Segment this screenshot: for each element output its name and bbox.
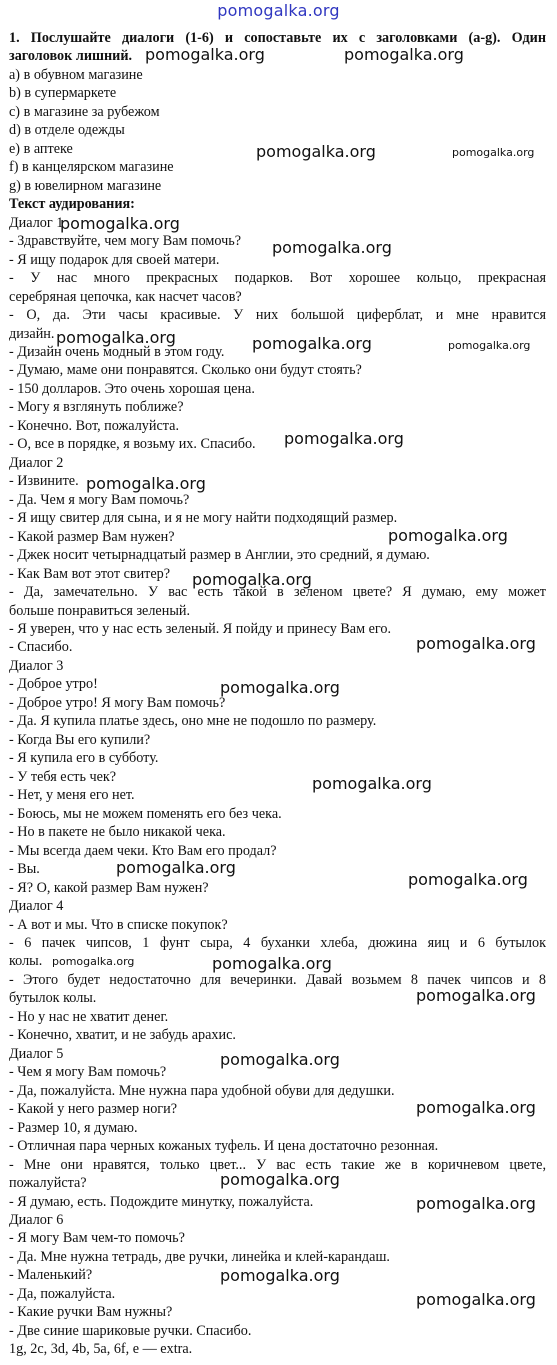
dialogue-line: - Я купила его в субботу.: [9, 750, 159, 767]
watermark: pomogalka.org: [220, 1170, 340, 1189]
option-c: c) в магазине за рубежом: [9, 103, 160, 120]
dialogue-line: - Спасибо.: [9, 639, 73, 656]
option-b: b) в супермаркете: [9, 85, 117, 102]
site-header: pomogalka.org: [217, 1, 340, 20]
dialogue-line: - Но в пакете не было никакой чека.: [9, 824, 226, 841]
dialogue-line: - У тебя есть чек?: [9, 768, 117, 785]
dialogue-line: - Доброе утро! Я могу Вам помочь?: [9, 694, 226, 711]
option-e: e) в аптеке: [9, 140, 73, 157]
watermark: pomogalka.org: [212, 954, 332, 973]
dialogue-line: - Да. Я купила платье здесь, оно мне не подошло по размеру.: [9, 713, 377, 730]
dialogue-line: - Да. Мне нужна тетрадь, две ручки, линейка и клей-карандаш.: [9, 1248, 390, 1265]
dialogue-line: - Какие ручки Вам нужны?: [9, 1304, 173, 1321]
dialogue-line: пожалуйста?: [9, 1175, 87, 1192]
dialogue-line: - О, все в порядке, я возьму их. Спасибо.: [9, 436, 256, 453]
watermark: pomogalka.org: [256, 142, 376, 161]
dialogue-title: Диалог 5: [9, 1045, 64, 1062]
dialogue-line: - Отличная пара черных кожаных туфель. И цена достаточно резонная.: [9, 1138, 439, 1155]
watermark: pomogalka.org: [312, 774, 432, 793]
watermark: pomogalka.org: [416, 1194, 536, 1213]
watermark: pomogalka.org: [416, 1098, 536, 1117]
dialogue-line: - Я думаю, есть. Подождите минутку, пожалуйста.: [9, 1193, 314, 1210]
option-d: d) в отделе одежды: [9, 122, 125, 139]
dialogue-title: Диалог 2: [9, 454, 64, 471]
watermark: pomogalka.org: [86, 474, 206, 493]
dialogue-line: - Конечно, хватит, и не забудь арахис.: [9, 1027, 236, 1044]
dialogue-line: - Могу я взглянуть поближе?: [9, 399, 184, 416]
dialogue-line: - Да, замечательно. У вас есть такой в зеленом цвете? Я думаю, ему может: [9, 584, 546, 601]
dialogue-line: - Какой у него размер ноги?: [9, 1101, 177, 1118]
dialogue-line: - Чем я могу Вам помочь?: [9, 1064, 167, 1081]
dialogue-line: - Я уверен, что у нас есть зеленый. Я пойду и принесу Вам его.: [9, 621, 392, 637]
dialogue-line: - Конечно. Вот, пожалуйста.: [9, 417, 180, 434]
dialogue-line: - Размер 10, я думаю.: [9, 1119, 138, 1136]
watermark: pomogalka.org: [220, 1266, 340, 1285]
option-a: a) в обувном магазине: [9, 66, 143, 83]
option-g: g) в ювелирном магазине: [9, 177, 162, 194]
watermark: pomogalka.org: [388, 526, 508, 545]
watermark: pomogalka.org: [116, 858, 236, 877]
watermark: pomogalka.org: [416, 1290, 536, 1309]
dialogue-line: - Нет, у меня его нет.: [9, 787, 135, 804]
dialogue-line: - Вы.: [9, 861, 40, 878]
watermark: pomogalka.org: [284, 429, 404, 448]
dialogue-line: - Да. Чем я могу Вам помочь?: [9, 491, 190, 508]
dialogue-title: Диалог 3: [9, 657, 64, 674]
watermark: pomogalka.org: [52, 955, 135, 968]
transcript-heading: Текст аудирования:: [9, 196, 135, 213]
dialogue-line: - Доброе утро!: [9, 676, 98, 693]
dialogue-line: - Думаю, маме они понравятся. Сколько они будут стоять?: [9, 362, 362, 379]
task-instruction-line-2: заголовок лишний.: [9, 48, 133, 65]
watermark: pomogalka.org: [408, 870, 528, 889]
dialogue-line: - Да, пожалуйста. Мне нужна пара удобной обуви для дедушки.: [9, 1082, 395, 1099]
dialogue-line: - Мы всегда даем чеки. Кто Вам его продал?: [9, 842, 277, 859]
watermark: pomogalka.org: [272, 238, 392, 257]
dialogue-line: - О, да. Эти часы красивые. У них большой циферблат, и мне нравится: [9, 307, 546, 324]
watermark: pomogalka.org: [56, 328, 176, 347]
watermark: pomogalka.org: [416, 986, 536, 1005]
dialogue-line: - Две синие шариковые ручки. Спасибо.: [9, 1322, 252, 1339]
dialogue-line: дизайн.: [9, 325, 55, 342]
watermark: pomogalka.org: [192, 570, 312, 589]
dialogue-line: - У нас много прекрасных подарков. Вот хорошее кольцо, прекрасная: [9, 270, 546, 287]
dialogue-line: - Я? О, какой размер Вам нужен?: [9, 879, 209, 896]
watermark: pomogalka.org: [145, 45, 265, 64]
dialogue-line: - Мне они нравятся, только цвет... У вас есть такие же в коричневом цвете,: [9, 1156, 546, 1173]
dialogue-line: - Боюсь, мы не можем поменять его без чека.: [9, 805, 282, 822]
dialogue-line: - Я могу Вам чем-то помочь?: [9, 1230, 185, 1247]
dialogue-line: - Джек носит четырнадцатый размер в Англии, это средний, я думаю.: [9, 547, 430, 564]
dialogue-line: - 150 долларов. Это очень хорошая цена.: [9, 380, 255, 397]
dialogue-line: - Я ищу подарок для своей матери.: [9, 251, 220, 268]
watermark: pomogalka.org: [220, 1050, 340, 1069]
dialogue-line: - 6 пачек чипсов, 1 фунт сыра, 4 буханки хлеба, дюжина яиц и 6 бутылок: [9, 934, 546, 951]
option-f: f) в канцелярском магазине: [9, 159, 174, 176]
dialogue-line: - А вот и мы. Что в списке покупок?: [9, 916, 228, 933]
watermark: pomogalka.org: [344, 45, 464, 64]
dialogue-line: колы.: [9, 953, 43, 970]
dialogue-line: бутылок колы.: [9, 990, 97, 1007]
watermark: pomogalka.org: [252, 334, 372, 353]
dialogue-line: - Дизайн очень модный в этом году.: [9, 343, 225, 360]
answer-key: 1g, 2c, 3d, 4b, 5a, 6f, e — extra.: [9, 1341, 193, 1358]
dialogue-line: - Когда Вы его купили?: [9, 731, 151, 748]
dialogue-line: больше понравиться зеленый.: [9, 602, 190, 619]
task-instruction-line-1: 1. Послушайте диалоги (1-6) и сопоставьте их с заголовками (a-g). Один: [9, 30, 546, 46]
dialogue-title: Диалог 1: [9, 214, 64, 231]
dialogue-line: - Как Вам вот этот свитер?: [9, 565, 171, 582]
dialogue-line: - Да, пожалуйста.: [9, 1285, 116, 1302]
dialogue-line: - Извините.: [9, 473, 79, 490]
watermark: pomogalka.org: [60, 214, 180, 233]
dialogue-line: - Какой размер Вам нужен?: [9, 528, 175, 545]
dialogue-title: Диалог 6: [9, 1212, 64, 1228]
watermark: pomogalka.org: [416, 634, 536, 653]
watermark: pomogalka.org: [448, 339, 531, 352]
dialogue-title: Диалог 4: [9, 898, 64, 915]
watermark: pomogalka.org: [452, 146, 535, 159]
dialogue-line: - Этого будет недостаточно для вечеринки. Давай возьмем 8 пачек чипсов и 8: [9, 971, 546, 988]
dialogue-line: - Здравствуйте, чем могу Вам помочь?: [9, 233, 242, 250]
dialogue-line: - Но у нас не хватит денег.: [9, 1008, 169, 1025]
watermark: pomogalka.org: [220, 678, 340, 697]
dialogue-line: - Я ищу свитер для сына, и я не могу найти подходящий размер.: [9, 510, 398, 527]
dialogue-line: - Маленький?: [9, 1267, 93, 1284]
dialogue-line: серебряная цепочка, как насчет часов?: [9, 288, 242, 305]
